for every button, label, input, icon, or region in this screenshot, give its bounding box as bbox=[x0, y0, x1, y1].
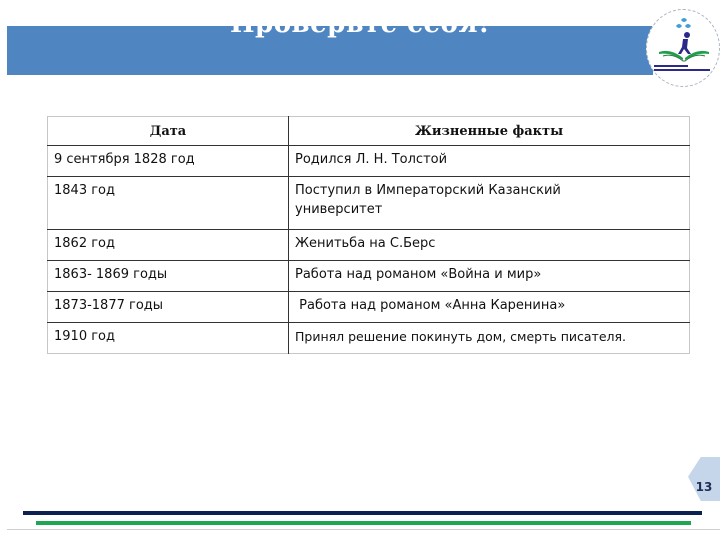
fact-cell: Родился Л. Н. Толстой bbox=[289, 146, 690, 177]
page-number-tab bbox=[688, 457, 720, 501]
slide-title: Проверьте себя! bbox=[229, 9, 491, 39]
footer-line-gray bbox=[7, 529, 720, 530]
fact-cell: Работа над романом «Война и мир» bbox=[289, 261, 690, 292]
table-row bbox=[48, 261, 690, 292]
date-cell: 1843 год bbox=[48, 177, 289, 230]
date-cell: 1873-1877 годы bbox=[48, 292, 289, 323]
date-cell: 1863- 1869 годы bbox=[48, 261, 289, 292]
table-row bbox=[48, 323, 690, 354]
table-header-row bbox=[48, 117, 690, 146]
fact-cell: Принял решение покинуть дом, смерть писателя. bbox=[289, 323, 690, 354]
date-cell: 9 сентября 1828 год bbox=[48, 146, 289, 177]
footer-line-green bbox=[36, 521, 691, 525]
table-row bbox=[48, 177, 690, 230]
table-row bbox=[48, 230, 690, 261]
header-facts: Жизненные факты bbox=[289, 117, 690, 146]
fact-cell: Работа над романом «Анна Каренина» bbox=[289, 292, 690, 323]
header-date: Дата bbox=[48, 117, 289, 146]
education-logo-icon bbox=[646, 9, 720, 87]
table-row bbox=[48, 146, 690, 177]
footer-line-navy bbox=[23, 511, 702, 515]
fact-cell: Поступил в Императорский Казанский университет bbox=[289, 177, 690, 230]
fact-cell: Женитьба на С.Берс bbox=[289, 230, 690, 261]
date-cell: 1862 год bbox=[48, 230, 289, 261]
life-facts-table bbox=[47, 116, 690, 354]
table-row bbox=[48, 292, 690, 323]
date-cell: 1910 год bbox=[48, 323, 289, 354]
page-number: 13 bbox=[695, 480, 713, 494]
